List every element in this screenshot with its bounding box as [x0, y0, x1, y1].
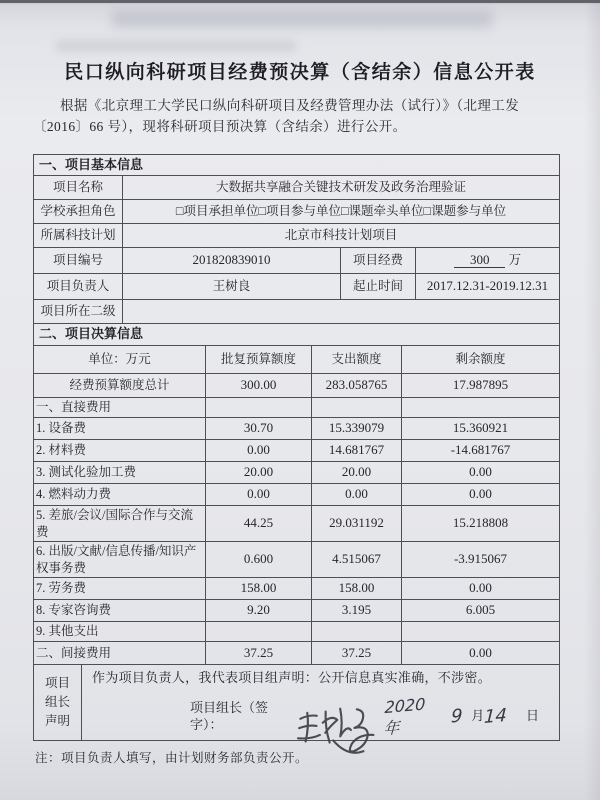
project-number-label: 项目编号: [34, 248, 123, 274]
table-row: [34, 578, 560, 600]
table-row: [34, 484, 560, 506]
row-spent: 0.00: [312, 484, 402, 506]
role-options: □项目承担单位□项目参与单位□课题牵头单位□课题参与单位: [123, 200, 560, 224]
declaration-statement: 作为项目负责人，我代表项目组声明：公开信息真实准确，不涉密。: [92, 670, 492, 685]
section-title-basic-info: 一、项目基本信息: [34, 155, 560, 176]
secondary-unit-label: 项目所在二级: [34, 300, 123, 324]
date-day-char: 日: [525, 708, 539, 724]
table-row: [34, 374, 560, 398]
row-label: 7. 劳务费: [34, 578, 206, 600]
funds-label: 项目经费: [341, 248, 416, 274]
footnote: 注：项目负责人填写，由计划财务部负责公开。: [35, 751, 309, 765]
funds-value-cell: [416, 248, 560, 274]
leader-label: 项目负责人: [34, 274, 123, 300]
row-spent: 158.00: [312, 578, 402, 600]
role-label: 学校承担角色: [34, 200, 123, 224]
row-approved: 300.00: [206, 374, 312, 398]
table-row: [34, 600, 560, 622]
col-header-remaining: 剩余额度: [402, 346, 560, 374]
table-row: [34, 622, 560, 642]
row-remaining: 0.00: [402, 578, 560, 600]
duration-label: 起止时间: [341, 274, 416, 300]
row-approved: [206, 622, 312, 642]
row-remaining: 6.005: [402, 600, 560, 622]
row-approved: 0.00: [206, 440, 312, 462]
row-spent: 283.058765: [312, 374, 402, 398]
row-approved: 0.600: [206, 542, 312, 578]
funds-unit: 万: [508, 253, 522, 268]
declaration-label: 项目 组长 声明: [34, 665, 82, 741]
project-name-value: 大数据共享融合关键技术研发及政务治理验证: [123, 176, 560, 200]
col-header-spent: 支出额度: [312, 346, 402, 374]
declaration-content: [82, 665, 560, 741]
plan-label: 所属科技计划: [34, 224, 123, 248]
row-label: 5. 差旅/会议/国际合作与交流费: [34, 506, 206, 542]
row-remaining: 15.360921: [402, 418, 560, 440]
row-spent: 3.195: [312, 600, 402, 622]
row-approved: 9.20: [206, 600, 312, 622]
row-remaining: [402, 622, 560, 642]
row-remaining: 0.00: [402, 642, 560, 665]
table-row: [34, 462, 560, 484]
plan-value: 北京市科技计划项目: [123, 224, 560, 248]
row-label: 8. 专家咨询费: [34, 600, 206, 622]
leader-value: 王树良: [123, 274, 341, 300]
row-spent: 15.339079: [312, 418, 402, 440]
table-row: [34, 506, 560, 542]
row-remaining: 0.00: [402, 484, 560, 506]
duration-value: 2017.12.31-2019.12.31: [416, 274, 560, 300]
row-remaining: 0.00: [402, 462, 560, 484]
row-approved: 30.70: [206, 418, 312, 440]
table-row: [34, 398, 560, 418]
date-day-num-handwritten: 14: [483, 704, 508, 729]
project-number-value: 201820839010: [123, 248, 341, 274]
row-spent: [312, 622, 402, 642]
table-row: [34, 542, 560, 578]
row-spent: 29.031192: [312, 506, 402, 542]
basic-info-table: [33, 154, 560, 324]
sign-date: [384, 696, 549, 738]
signature-row: [92, 696, 549, 738]
signature-scribble: [290, 698, 386, 762]
budget-table: [33, 323, 560, 665]
row-label: 4. 燃料动力费: [34, 484, 206, 506]
date-month-char: 月: [471, 708, 485, 724]
row-spent: 4.515067: [312, 542, 402, 578]
row-approved: 20.00: [206, 462, 312, 484]
row-remaining: 17.987895: [402, 374, 560, 398]
row-label: 一、直接费用: [34, 398, 206, 418]
date-year-handwritten: 2020年: [382, 694, 426, 738]
secondary-unit-value: [123, 300, 560, 324]
row-label: 1. 设备费: [34, 418, 206, 440]
row-approved: 158.00: [206, 578, 312, 600]
row-label: 二、间接费用: [34, 642, 206, 665]
col-header-approved: 批复预算额度: [206, 346, 312, 374]
row-label: 2. 材料费: [34, 440, 206, 462]
date-month-num-handwritten: 9: [450, 705, 464, 728]
row-label: 3. 测试化验加工费: [34, 462, 206, 484]
row-approved: 0.00: [206, 484, 312, 506]
row-label: 经费预算额度总计: [34, 374, 206, 398]
intro-paragraph: 根据《北京理工大学民口纵向科研项目及经费管理办法（试行）》（北理工发〔2016〕66 号），现将科研项目预决算（含结余）进行公开。: [33, 98, 520, 134]
sign-label: 项目组长（签字）：: [190, 699, 269, 732]
row-label: 9. 其他支出: [34, 622, 206, 642]
row-spent: [312, 398, 402, 418]
row-approved: 37.25: [206, 642, 312, 665]
row-label: 6. 出版/文献/信息传播/知识产权事务费: [34, 542, 206, 578]
row-approved: [206, 398, 312, 418]
table-row: [34, 642, 560, 665]
section-title-budget: 二、项目决算信息: [34, 324, 560, 346]
row-remaining: [402, 398, 560, 418]
funds-amount: 300: [454, 252, 506, 268]
row-remaining: -14.681767: [402, 440, 560, 462]
row-spent: 37.25: [312, 642, 402, 665]
page-title: 民口纵向科研项目经费预决算（含结余）信息公开表: [64, 62, 536, 83]
row-spent: 14.681767: [312, 440, 402, 462]
row-remaining: -3.915067: [402, 542, 560, 578]
row-spent: 20.00: [312, 462, 402, 484]
row-approved: 44.25: [206, 506, 312, 542]
col-header-unit: 单位：万元: [34, 346, 206, 374]
project-name-label: 项目名称: [34, 176, 123, 200]
row-remaining: 15.218808: [402, 506, 560, 542]
table-row: [34, 418, 560, 440]
table-row: [34, 440, 560, 462]
declaration-table: [33, 664, 560, 741]
